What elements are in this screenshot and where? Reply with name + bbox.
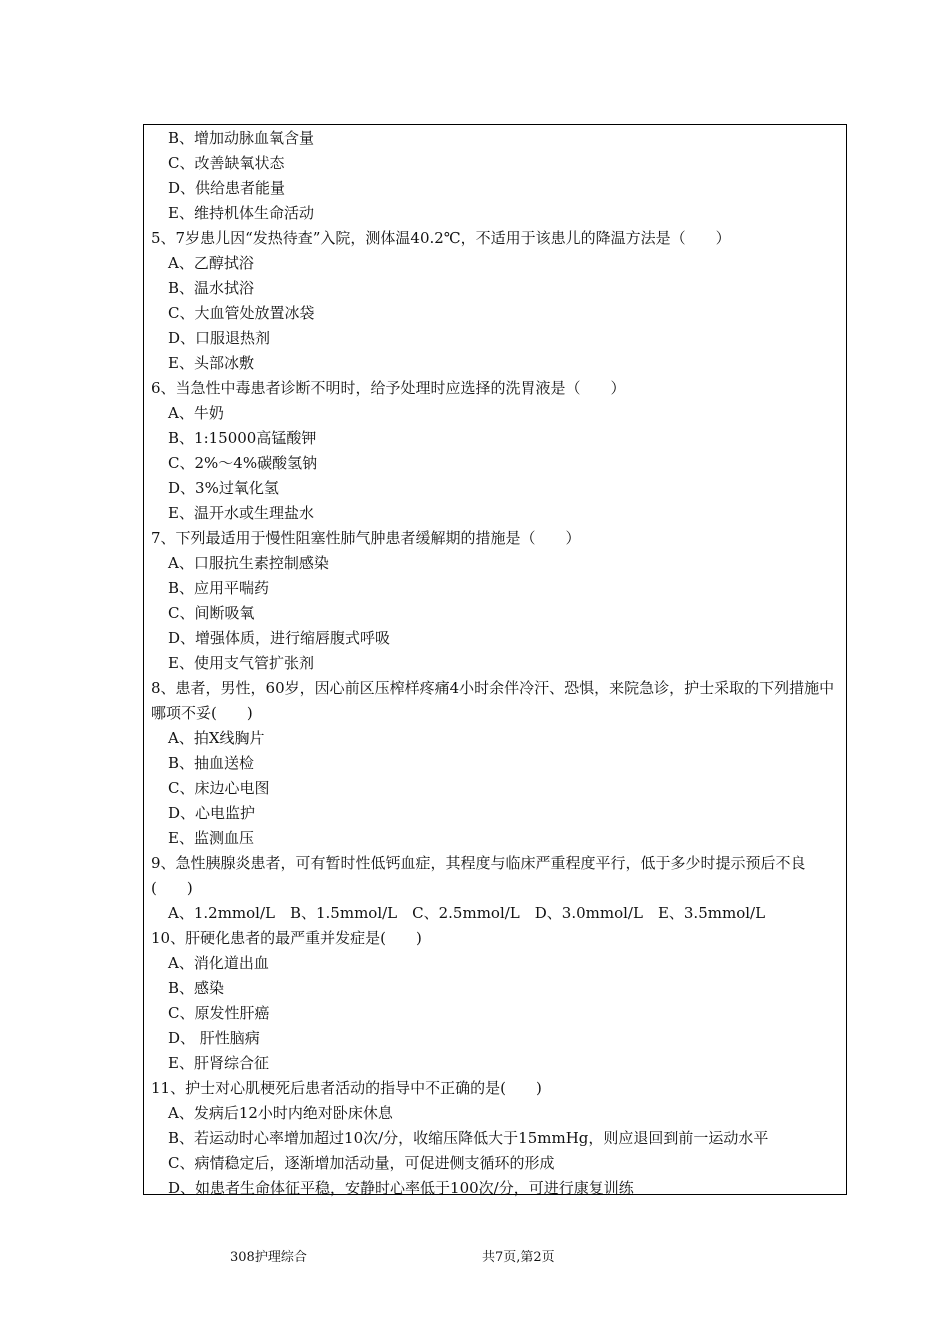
answer-option: E、使用支气管扩张剂 bbox=[168, 654, 314, 672]
answer-option: C、间断吸氧 bbox=[168, 604, 255, 622]
answer-option: A、口服抗生素控制感染 bbox=[168, 554, 329, 572]
answer-option: E、温开水或生理盐水 bbox=[168, 504, 314, 522]
answer-option: A、1.2mmol/L B、1.5mmol/L C、2.5mmol/L D、3.0mmol/L E、3.5mmol/L bbox=[168, 904, 766, 922]
answer-option: E、头部冰敷 bbox=[168, 354, 254, 372]
answer-option: C、病情稳定后，逐渐增加活动量，可促进侧支循环的形成 bbox=[168, 1154, 555, 1172]
question-text: 10、肝硬化患者的最严重并发症是( ) bbox=[151, 929, 422, 947]
answer-option: B、应用平喘药 bbox=[168, 579, 270, 597]
answer-option: A、乙醇拭浴 bbox=[168, 254, 254, 272]
answer-option: D、3%过氧化氢 bbox=[168, 479, 279, 497]
answer-option: D、 肝性脑病 bbox=[168, 1029, 260, 1047]
question-text: 7、下列最适用于慢性阻塞性肺气肿患者缓解期的措施是（ ） bbox=[151, 529, 581, 547]
answer-option: E、维持机体生命活动 bbox=[168, 204, 314, 222]
answer-option: C、大血管处放置冰袋 bbox=[168, 304, 315, 322]
answer-option: C、2%～4%碳酸氢钠 bbox=[168, 454, 318, 472]
answer-option: D、口服退热剂 bbox=[168, 329, 271, 347]
question-text: 9、急性胰腺炎患者，可有暂时性低钙血症，其程度与临床严重程度平行，低于多少时提示预后不良( ) bbox=[151, 854, 806, 897]
answer-option: D、增强体质，进行缩唇腹式呼吸 bbox=[168, 629, 391, 647]
question-text: 5、7岁患儿因“发热待查”入院，测体温40.2℃，不适用于该患儿的降温方法是（ ） bbox=[151, 229, 731, 247]
answer-option: B、抽血送检 bbox=[168, 754, 255, 772]
answer-option: B、若运动时心率增加超过10次/分，收缩压降低大于15mmHg，则应退回到前一运动水平 bbox=[168, 1129, 769, 1147]
question-text: 8、患者，男性，60岁，因心前区压榨样疼痛4小时余伴冷汗、恐惧，来院急诊，护士采取的下列措施中哪项不妥( ) bbox=[151, 679, 835, 722]
question-text: 11、护士对心肌梗死后患者活动的指导中不正确的是( ) bbox=[151, 1079, 542, 1097]
answer-option: B、1:15000高锰酸钾 bbox=[168, 429, 317, 447]
answer-option: C、原发性肝癌 bbox=[168, 1004, 270, 1022]
answer-option: E、监测血压 bbox=[168, 829, 254, 847]
answer-option: A、牛奶 bbox=[168, 404, 224, 422]
question-list bbox=[151, 126, 841, 1201]
answer-option: D、如患者生命体征平稳，安静时心率低于100次/分，可进行康复训练 bbox=[168, 1179, 634, 1197]
answer-option: D、供给患者能量 bbox=[168, 179, 286, 197]
answer-option: C、床边心电图 bbox=[168, 779, 270, 797]
answer-option: D、心电监护 bbox=[168, 804, 256, 822]
footer-subject: 308护理综合 bbox=[230, 1250, 307, 1265]
question-text: 6、当急性中毒患者诊断不明时，给予处理时应选择的洗胃液是（ ） bbox=[151, 379, 626, 397]
footer-page-number: 共7页,第2页 bbox=[482, 1250, 555, 1265]
answer-option: A、发病后12小时内绝对卧床休息 bbox=[168, 1104, 393, 1122]
answer-option: B、增加动脉血氧含量 bbox=[168, 129, 315, 147]
answer-option: E、肝肾综合征 bbox=[168, 1054, 269, 1072]
answer-option: B、感染 bbox=[168, 979, 225, 997]
answer-option: A、消化道出血 bbox=[168, 954, 269, 972]
answer-option: C、改善缺氧状态 bbox=[168, 154, 285, 172]
answer-option: B、温水拭浴 bbox=[168, 279, 255, 297]
answer-option: A、拍X线胸片 bbox=[168, 729, 265, 747]
